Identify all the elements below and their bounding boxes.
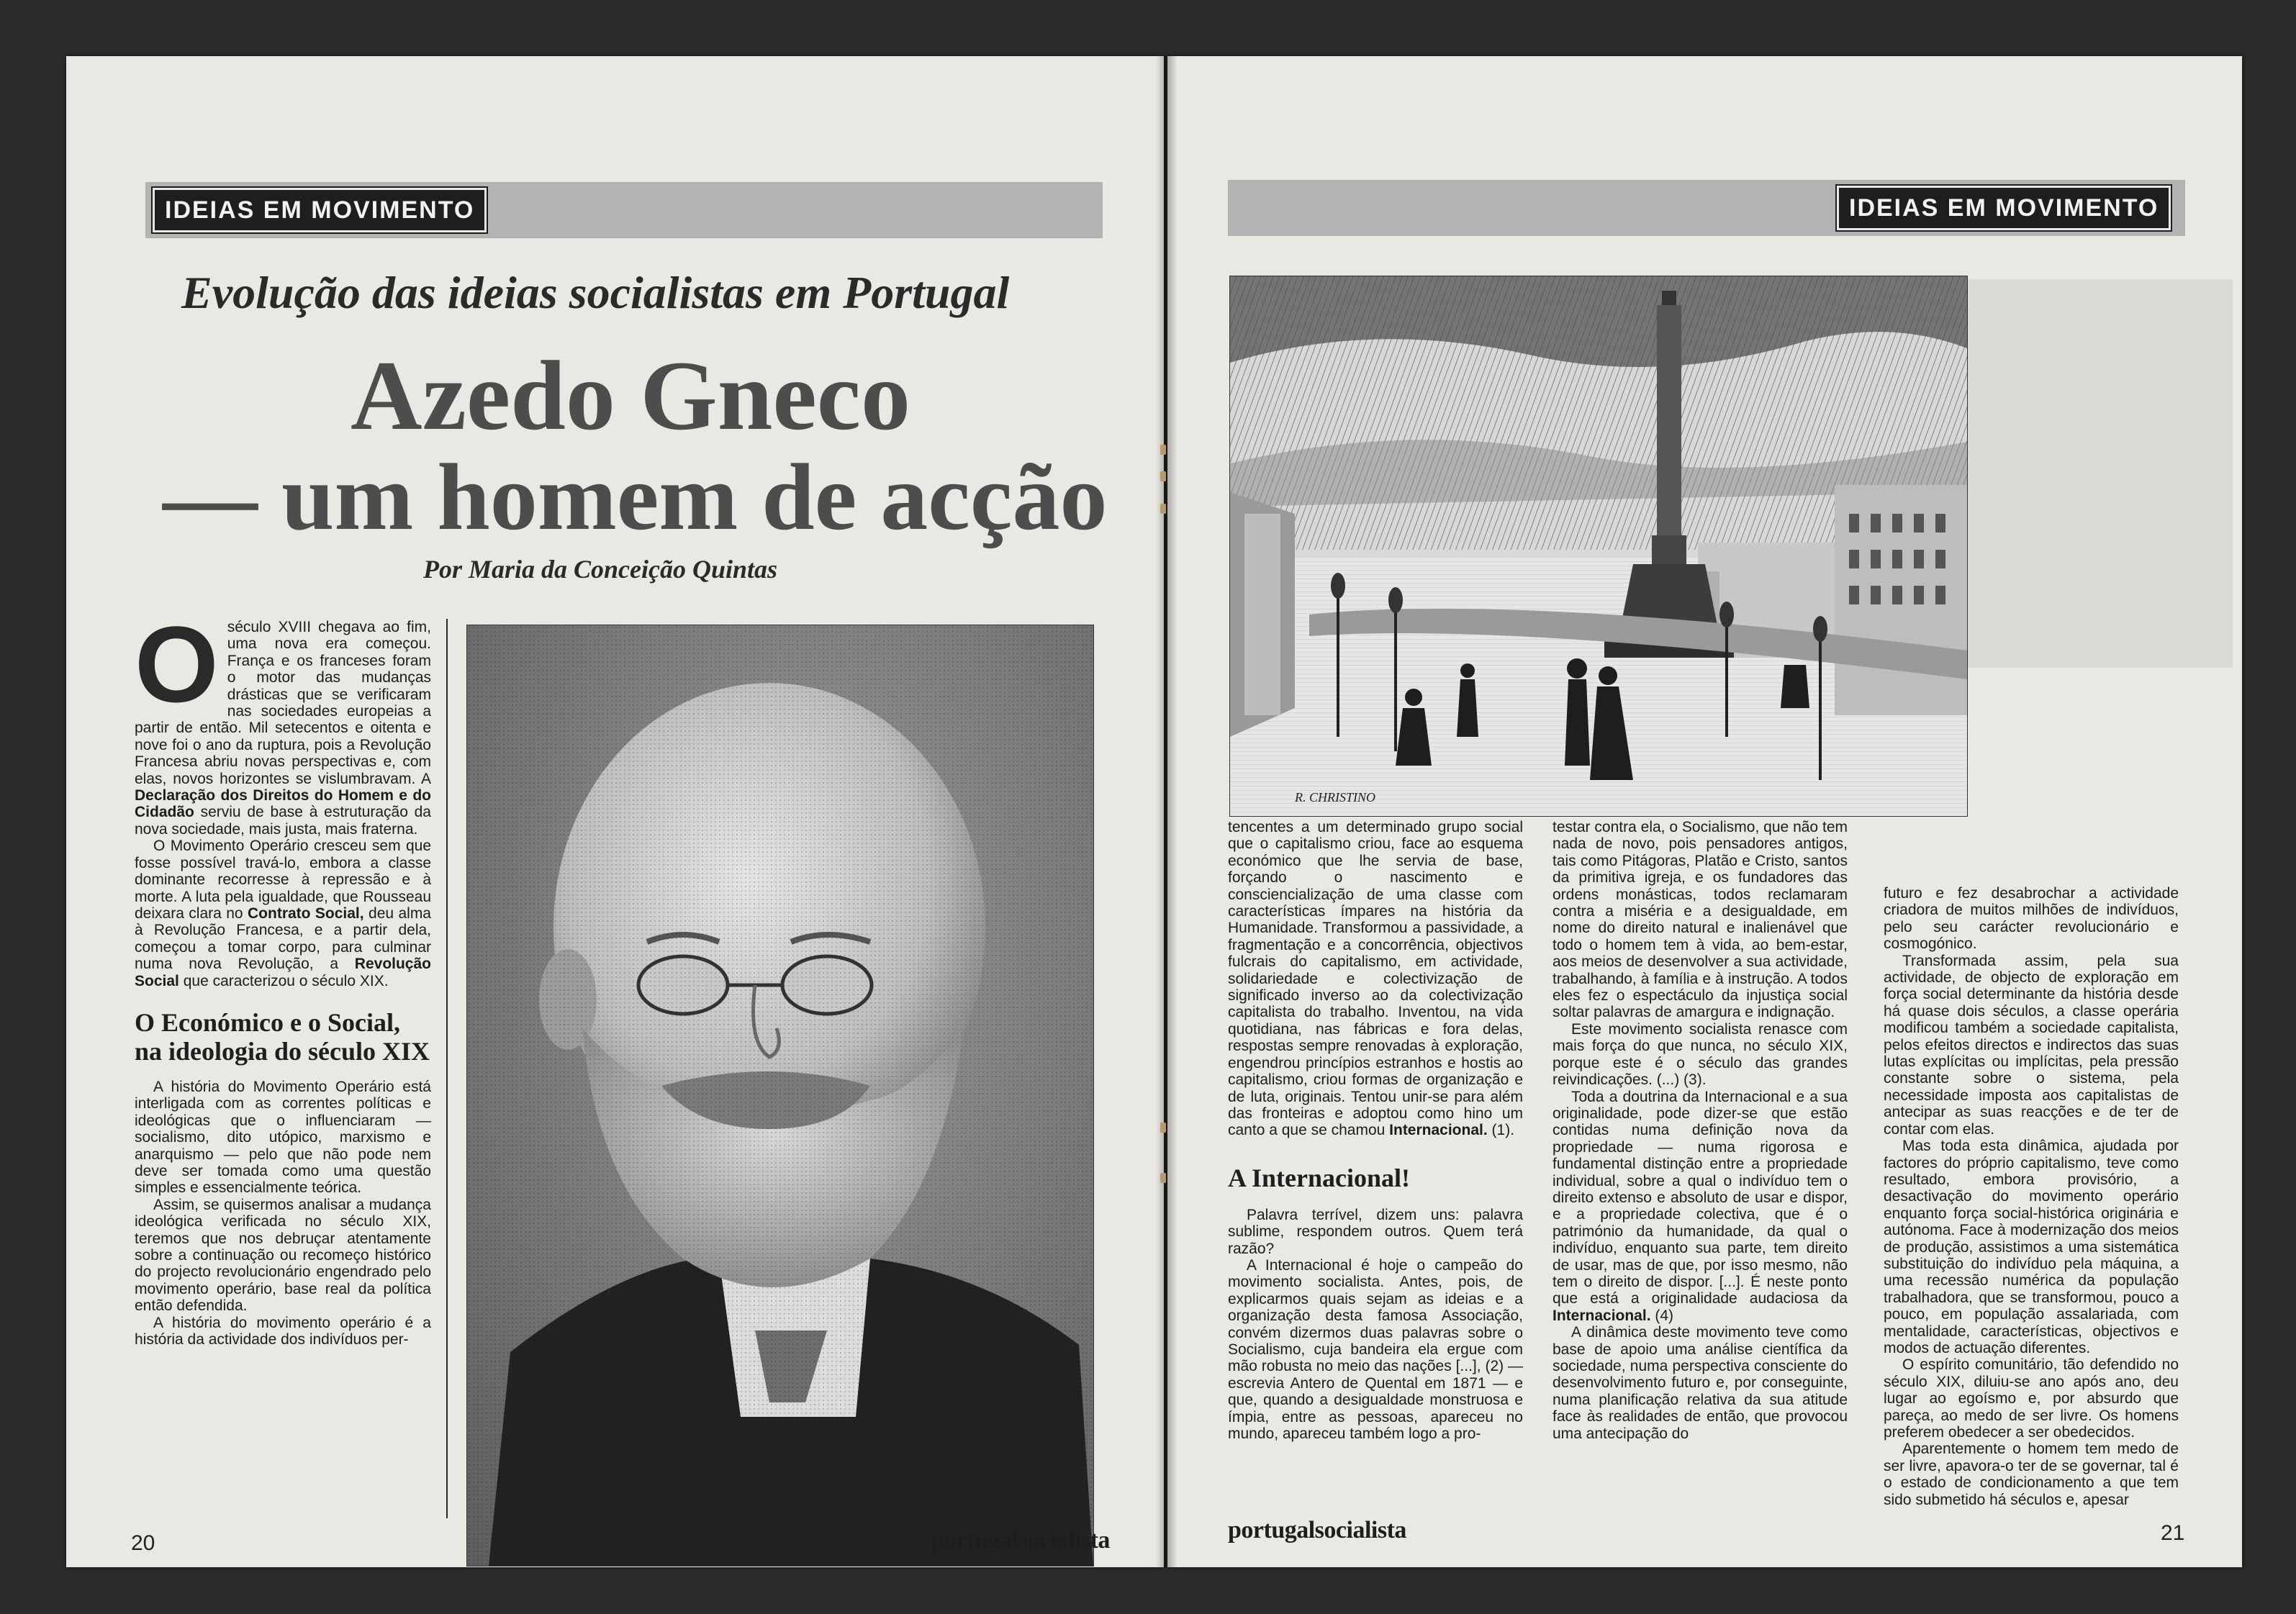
engraving-image <box>1230 276 1967 816</box>
paragraph: A dinâmica deste movimento teve como base de apoio uma análise científica da sociedade, numa perspectiva consciente do desenvolvimento futuro e, por conseguinte, numa planificação relativa da sua atitude face às realidades de então, que provocou uma antecipação do <box>1552 1324 1848 1442</box>
section-tag: IDEIAS EM MOVIMENTO <box>153 188 487 232</box>
section-subhead: A Internacional! <box>1228 1163 1411 1192</box>
paragraph: Mas toda esta dinâmica, ajudada por factores do próprio capitalismo, teve como resultado, embora provisório, a desactivação do movimento operário enquanto força social-histórica originária e autónoma. Face à modernização dos meios de produção, assistimos a uma sistemática substituição do indivíduo pela máquina, a uma recessão numérica da população trabalhadora, que se transformou, pouco a pouco, em população assalariada, com mentalidade, características, objectivos e modos de actuação diferentes. <box>1884 1138 2179 1356</box>
right-text-column-2 <box>1552 819 1848 1567</box>
byline: Por Maria da Conceição Quintas <box>423 555 778 584</box>
page-number: 20 <box>131 1531 155 1555</box>
right-text-column-1 <box>1228 819 1523 1567</box>
paragraph: O espírito comunitário, tão defendido no século XIX, diluiu-se ano após ano, deu lugar ao egoísmo e, por absurdo que pareça, ao medo de ser livre. Os homens preferem obedecer a ser obedecidos. <box>1884 1356 2179 1441</box>
paragraph: futuro e fez desabrochar a actividade criadora de muitos milhões de indivíduos, pelo seu carácter revolucionário e cosmogónico. <box>1884 885 2179 953</box>
right-page <box>1167 56 2242 1567</box>
paragraph: A Internacional é hoje o campeão do movimento socialista. Antes, pois, de explicarmos quais sejam as ideias e a organização desta famosa Associação, convém dizermos duas palavras sobre o Socialismo, cuja bandeira ela ergue com mão robusta no meio das nações [...], (2) — escrevia Antero de Quental em 1871 — e que, quando a desigualdade monstruosa e ímpia, entre as pessoas, apareceu no mundo, apareceu também logo a pro- <box>1228 1256 1523 1442</box>
staple <box>1160 504 1166 514</box>
paragraph: Toda a doutrina da Internacional e a sua originalidade, pode dizer-se que estão contidas numa definição nova da propriedade — numa rigorosa e fundamental distinção entre a propriedade individual, sobre a qual o indivíduo tem o direito extenso e absoluto de usar e dispor, e a propriedade colectiva, que é o património da humanidade, da qual o indivíduo, enquanto sua parte, tem direito de usar, mas de que, por isso mesmo, não tem o direito de dispor. [...]. É neste ponto que está a originalidade audaciosa da Internacional. (4) <box>1552 1088 1848 1324</box>
paragraph: Assim, se quisermos analisar a mudança ideológica verificada no século XIX, teremos que nos debruçar atentamente sobre a continuação ou recomeço histórico do projecto revolucionário engendrado pelo movimento operário, base real da política então defendida. <box>135 1196 431 1315</box>
paragraph: Transformada assim, pela sua actividade, de objecto de exploração em força social determinante da história desde há quase dois séculos, a classe operária modificou também a sociedade capitalista, pelos efeitos directos e indirectos das suas lutas explícitas ou implícitas, pela pressão constante sobre o sistema, pela necessidade imposta aos capitalistas de antecipar as suas reacções e de ter de contar com elas. <box>1884 952 2179 1138</box>
paragraph: O Movimento Operário cresceu sem que fosse possível travá-lo, embora a classe dominante recorresse à repressão e à morte. A luta pela igualdade, que Rousseau deixara clara no Contrato Social, deu alma à Revolução Francesa, e a partir dela, começou a tomar corpo, para culminar numa nova Revolução, a Revolução Social que caracterizou o século XIX. <box>135 838 431 989</box>
staple <box>1160 445 1166 455</box>
paragraph: Este movimento socialista renasce com mais força do que nunca, no século XIX, porque este é o século das grandes reivindicações. (...) (3). <box>1552 1020 1848 1089</box>
staple <box>1160 1173 1166 1183</box>
section-subhead: O Económico e o Social, na ideologia do século XIX <box>135 1007 430 1066</box>
paragraph: testar contra ela, o Socialismo, que não tem nada de novo, pois pensadores antigos, tais como Pitágoras, Platão e Cristo, santos da primitiva igreja, e os fundadores das ordens monásticas, todos reclamaram contra a miséria e a desigualdade, em nome do direito natural e inalienável que todo o homem tem à vida, ao bem-estar, aos meios de desenvolver a sua actividade, trabalhando, à família e à instrução. A todos eles fez o espectáculo da injustiça social soltar palavras de amargura e indignação. <box>1552 819 1848 1021</box>
intro-paragraph: Oséculo XVIII chegava ao fim, uma nova era começou. França e os franceses foram o motor das mudanças drásticas que se verificaram nas sociedades europeias a partir de então. Mil setecentos e oitenta e nove foi o ano da ruptura, pois a Revolução Francesa abriu novas perspectivas e, com elas, novos horizontes se vislumbravam. A Declaração dos Direitos do Homem e do Cidadão serviu de base à estruturação da nova sociedade, mais justa, mais fraterna. <box>135 604 431 838</box>
paragraph: A história do Movimento Operário está interligada com as correntes políticas e ideológicas que o influenciaram — socialismo, dito utópico, marxismo e anarquismo — pelo que não pode nem deve ser tomada como uma questão simples e essencialmente teórica. <box>135 1078 431 1197</box>
staple <box>1160 1123 1166 1133</box>
section-tag: IDEIAS EM MOVIMENTO <box>1837 186 2171 230</box>
staple <box>1160 471 1166 481</box>
engraving-signature: R. CHRISTINO <box>1295 790 1375 804</box>
left-page <box>66 56 1164 1567</box>
spine-gutter <box>1156 56 1178 1567</box>
show-through-block <box>1966 279 2233 668</box>
article-kicker: Evolução das ideias socialistas em Portugal <box>181 267 1010 318</box>
masthead: portugalsocialista <box>931 1527 1110 1554</box>
dropcap: O <box>135 604 219 725</box>
masthead: portugalsocialista <box>1228 1517 1406 1543</box>
right-text-column-3 <box>1884 885 2179 1567</box>
paragraph: tencentes a um determinado grupo social que o capitalismo criou, face ao esquema económico que lhe servia de base, forçando o nascimento e consciencialização de uma classe com características ímpares na história da Humanidade. Transformou a passividade, a fragmentação e a concorrência, objectivos fulcrais do capitalismo, em actividade, solidariedade e colectivização de significado inverso ao da colectivização capitalista do trabalho. Inventou, na vida quotidiana, nas fábricas e fora delas, respostas sempre renovadas à exploração, engendrou princípios estranhos e hostis ao capitalismo, criou formas de organização e de luta, originais. Tentou unir-se para além das fronteiras e adoptou como hino um canto a que se chamou Internacional. (1). <box>1228 819 1523 1139</box>
paragraph: Aparentemente o homem tem medo de ser livre, apavora-o ter de se governar, tal é o estado de condicionamento a que tem sido submetido há séculos e, apesar <box>1884 1441 2179 1508</box>
portrait-image <box>467 625 1093 1566</box>
column-rule <box>446 619 448 1518</box>
portrait-photo <box>466 625 1094 1567</box>
article-title-line2: — um homem de acção <box>163 444 1108 550</box>
paragraph: A história do movimento operário é a história da actividade dos indivíduos per- <box>135 1314 431 1348</box>
page-number: 21 <box>2161 1521 2185 1545</box>
article-title-line1: Azedo Gneco <box>351 340 911 450</box>
left-text-column <box>135 604 431 1567</box>
paragraph: Palavra terrível, dizem uns: palavra sublime, respondem outros. Quem terá razão? <box>1228 1206 1523 1257</box>
engraving-illustration <box>1229 276 1968 817</box>
